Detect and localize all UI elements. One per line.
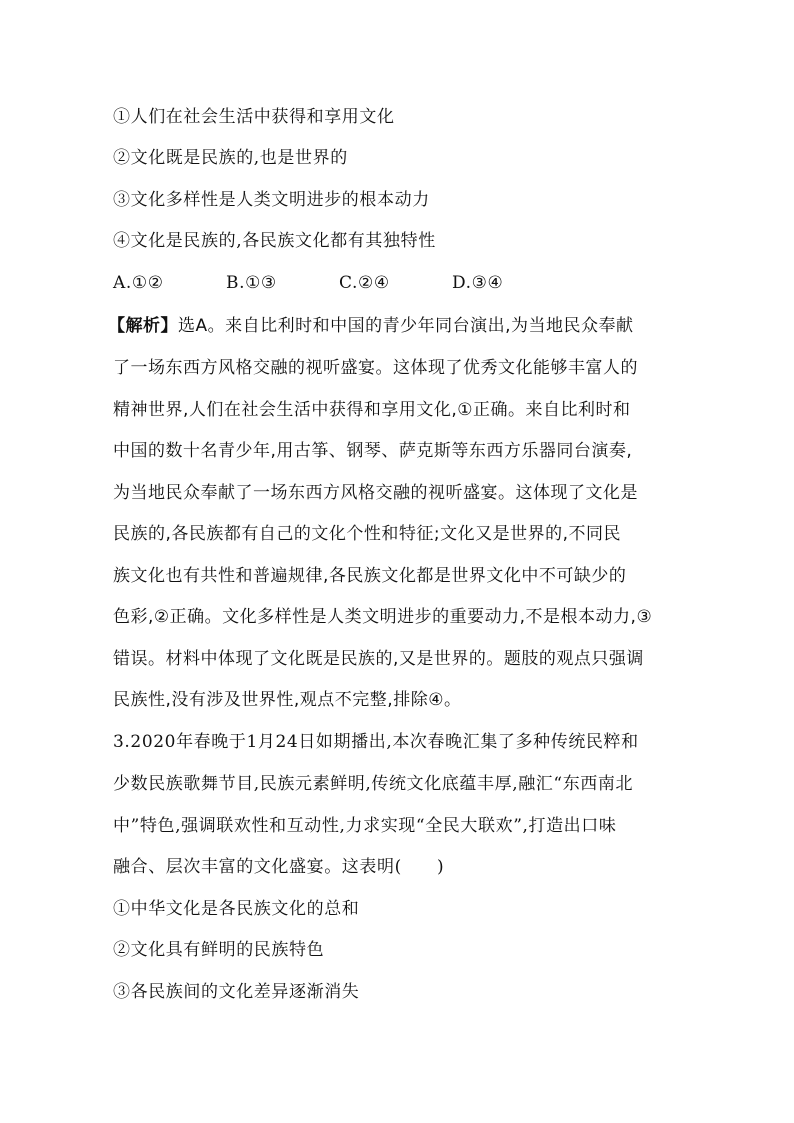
explanation-line-3: 精神世界,人们在社会生活中获得和享用文化,①正确。来自比利时和 <box>113 400 631 420</box>
question3-option-1: ①中华文化是各民族文化的总和 <box>113 899 360 919</box>
question3-option-2: ②文化具有鲜明的民族特色 <box>113 940 325 960</box>
explanation-line-10: 民族性,没有涉及世界性,观点不完整,排除④。 <box>113 690 462 710</box>
explanation-line-9: 错误。材料中体现了文化既是民族的,又是世界的。题肢的观点只强调 <box>113 649 644 669</box>
choice-d: D.③④ <box>452 273 504 293</box>
question3-option-3: ③各民族间的文化差异逐渐消失 <box>113 982 360 1002</box>
option-item-1: ①人们在社会生活中获得和享用文化 <box>113 107 395 127</box>
explanation-line-8: 色彩,②正确。文化多样性是人类文明进步的重要动力,不是根本动力,③ <box>113 607 653 627</box>
question3-line-3: 中”特色,强调联欢性和互动性,力求实现“全民大联欢”,打造出口味 <box>113 816 617 836</box>
option-item-3: ③文化多样性是人类文明进步的根本动力 <box>113 190 430 210</box>
question3-line-1: 3.2020年春晚于1月24日如期播出,本次春晚汇集了多种传统民粹和 <box>113 732 639 752</box>
question3-line-2: 少数民族歌舞节目,民族元素鲜明,传统文化底蕴丰厚,融汇“东西南北 <box>113 774 634 794</box>
choice-c: C.②④ <box>339 273 390 293</box>
choice-b: B.①③ <box>226 273 277 293</box>
explanation-line-1 <box>108 315 634 337</box>
explanation-line-6: 民族的,各民族都有自己的文化个性和特征;文化又是世界的,不同民 <box>113 524 622 544</box>
explanation-tag: 【解析】 <box>108 316 178 336</box>
explanation-text: 选A。来自比利时和中国的青少年同台演出,为当地民众奉献 <box>178 316 634 336</box>
answer-choices <box>113 272 503 294</box>
explanation-line-7: 族文化也有共性和普遍规律,各民族文化都是世界文化中不可缺少的 <box>113 566 627 586</box>
explanation-line-5: 为当地民众奉献了一场东西方风格交融的视听盛宴。这体现了文化是 <box>113 483 638 503</box>
explanation-line-2: 了一场东西方风格交融的视听盛宴。这体现了优秀文化能够丰富人的 <box>113 358 638 378</box>
choice-a: A.①② <box>113 273 164 293</box>
option-item-4: ④文化是民族的,各民族文化都有其独特性 <box>113 231 436 251</box>
option-item-2: ②文化既是民族的,也是世界的 <box>113 148 348 168</box>
explanation-line-4: 中国的数十名青少年,用古筝、钢琴、萨克斯等东西方乐器同台演奏, <box>113 441 633 461</box>
question3-line-4: 融合、层次丰富的文化盛宴。这表明( ) <box>113 857 445 877</box>
